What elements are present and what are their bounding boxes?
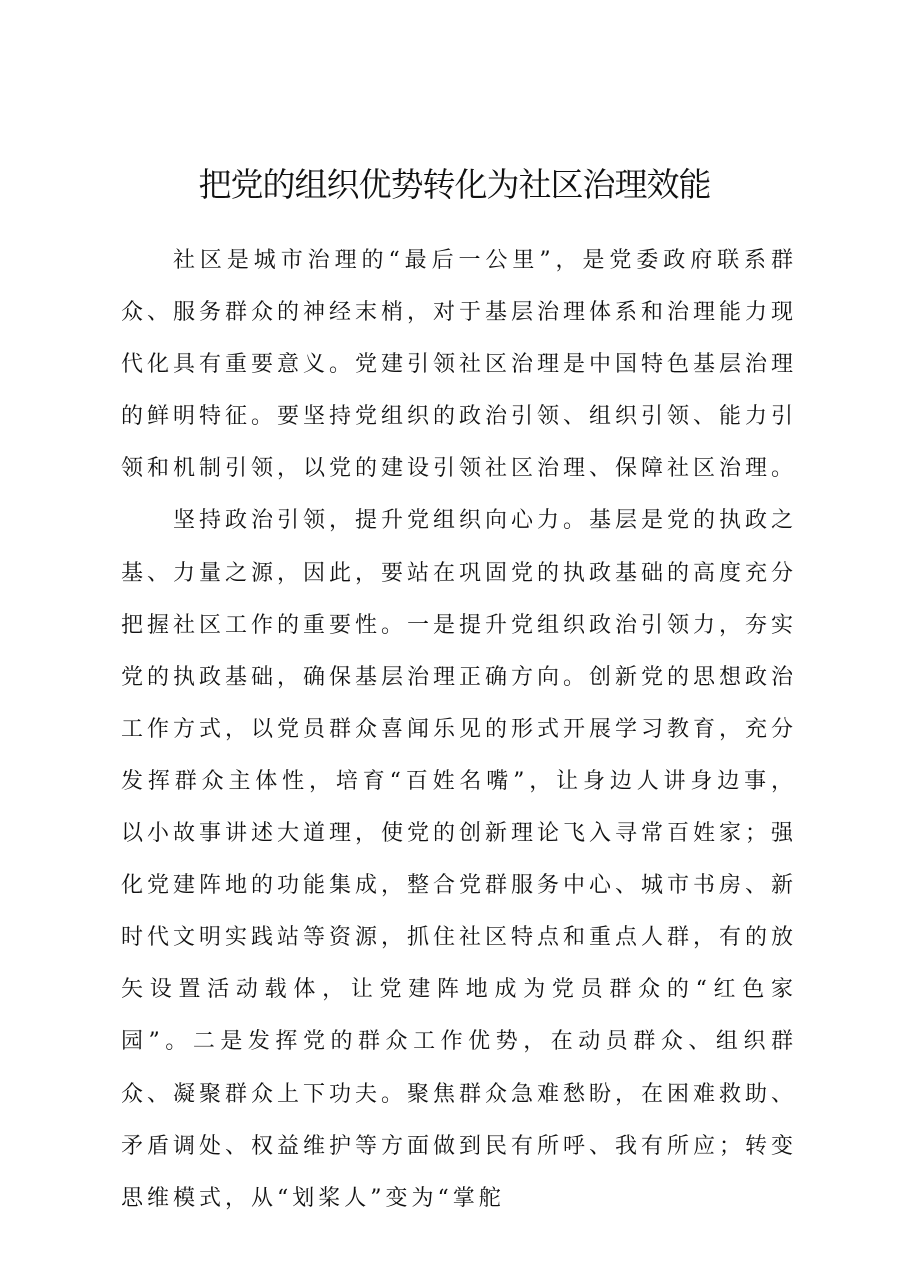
- document-title: 把党的组织优势转化为社区治理效能: [198, 165, 711, 204]
- document-body: [121, 235, 797, 1225]
- paragraph-intro: 社区是城市治理的“最后一公里”，是党委政府联系群众、服务群众的神经末梢，对于基层治理体系和治理能力现代化具有重要意义。党建引领社区治理是中国特色基层治理的鲜明特征。要坚持党组织的政治引领、组织引领、能力引领和机制引领，以党的建设引领社区治理、保障社区治理。: [121, 248, 798, 482]
- paragraph-political-leadership: 坚持政治引领，提升党组织向心力。基层是党的执政之基、力量之源，因此，要站在巩固党的执政基础的高度充分把握社区工作的重要性。一是提升党组织政治引领力，夯实党的执政基础，确保基层治理正确方向。创新党的思想政治工作方式，以党员群众喜闻乐见的形式开展学习教育，充分发挥群众主体性，培育“百姓名嘴”，让身边人讲身边事，以小故事讲述大道理，使党的创新理论飞入寻常百姓家；强化党建阵地的功能集成，整合党群服务中心、城市书房、新时代文明实践站等资源，抓住社区特点和重点人群，有的放矢设置活动载体，让党建阵地成为党员群众的“红色家园”。二是发挥党的群众工作优势，在动员群众、组织群众、凝聚群众上下功夫。聚焦群众急难愁盼，在困难救助、矛盾调处、权益维护等方面做到民有所呼、我有所应；转变思维模式，从“划桨人”变为“掌舵: [121, 508, 798, 1211]
